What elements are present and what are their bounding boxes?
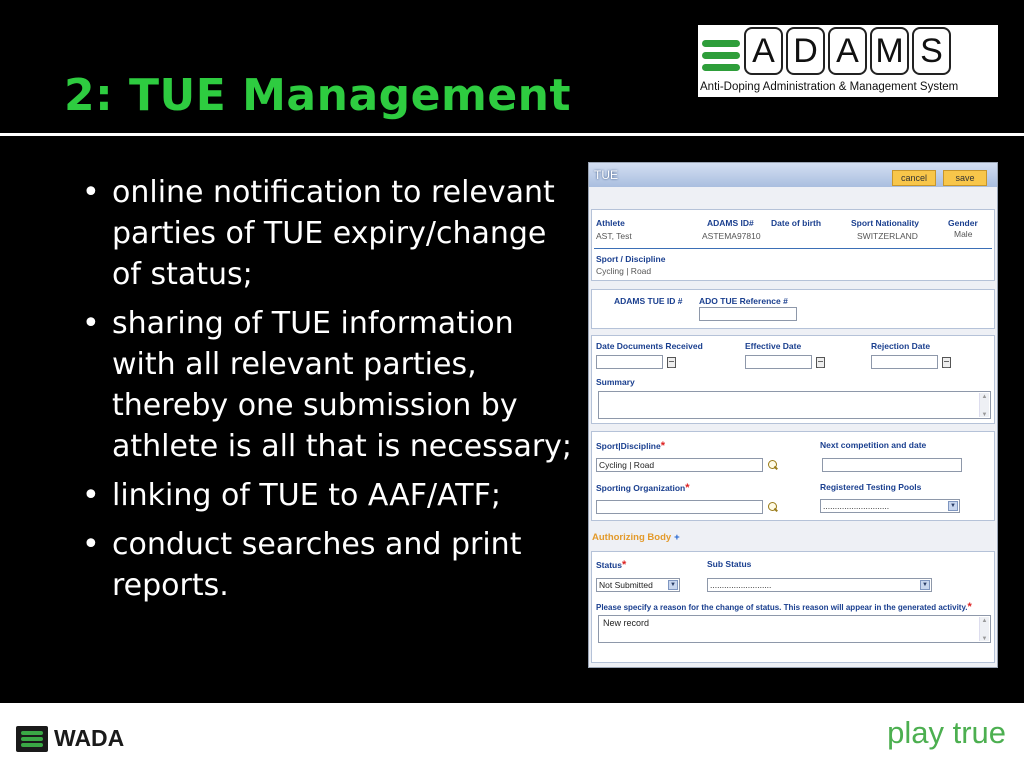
effective-label: Effective Date bbox=[745, 341, 802, 351]
status-select-value: Not Submitted bbox=[599, 580, 653, 590]
summary-label: Summary bbox=[596, 377, 635, 387]
bullet-list bbox=[82, 172, 582, 614]
authorizing-body-header bbox=[592, 532, 680, 543]
adams-id-value: ASTEMA97810 bbox=[702, 231, 761, 241]
athlete-divider bbox=[594, 248, 992, 249]
ado-ref-label: ADO TUE Reference # bbox=[699, 296, 788, 306]
dates-panel bbox=[591, 335, 995, 424]
adams-mark-icon bbox=[702, 32, 742, 78]
cancel-button[interactable]: cancel bbox=[892, 170, 936, 186]
nationality-label: Sport Nationality bbox=[851, 218, 920, 228]
dob-label: Date of birth bbox=[771, 218, 822, 228]
form-title: TUE bbox=[594, 168, 618, 182]
save-button[interactable]: save bbox=[943, 170, 987, 186]
adams-id-label: ADAMS ID# bbox=[707, 218, 754, 228]
ado-ref-input[interactable] bbox=[699, 307, 797, 321]
search-icon[interactable] bbox=[768, 502, 777, 511]
rejection-label: Rejection Date bbox=[871, 341, 931, 351]
play-true-slogan: play true bbox=[887, 715, 1006, 750]
sport-discipline-input[interactable]: Cycling | Road bbox=[596, 458, 763, 472]
adams-logo bbox=[698, 25, 998, 97]
received-label: Date Documents Received bbox=[596, 341, 703, 351]
reason-value: New record bbox=[603, 618, 650, 628]
reason-label: Please specify a reason for the change of status. This reason will appear in the generated activity.* bbox=[596, 601, 972, 613]
sporting-org-input[interactable] bbox=[596, 500, 763, 514]
chevron-down-icon[interactable]: ▼ bbox=[920, 580, 930, 590]
scrollbar[interactable]: ▲ ▼ bbox=[979, 617, 989, 641]
calendar-icon[interactable] bbox=[667, 357, 676, 368]
chevron-down-icon[interactable]: ▼ bbox=[948, 501, 958, 511]
adams-letter: A bbox=[828, 27, 867, 75]
sub-status-select[interactable] bbox=[707, 578, 932, 592]
calendar-icon[interactable] bbox=[942, 357, 951, 368]
bullet-item: • conduct searches and print reports. bbox=[82, 524, 582, 606]
search-icon[interactable] bbox=[768, 460, 777, 469]
sub-status-select-value: .......................... bbox=[710, 580, 772, 590]
bullet-item: • linking of TUE to AAF/ATF; bbox=[82, 475, 582, 516]
status-label: Status* bbox=[596, 559, 627, 571]
status-panel bbox=[591, 551, 995, 663]
next-competition-input[interactable] bbox=[822, 458, 962, 472]
rtp-select-value: ............................ bbox=[823, 501, 890, 511]
reason-textarea[interactable] bbox=[598, 615, 991, 643]
authorizing-body-label: Authorizing Body bbox=[592, 532, 672, 543]
summary-textarea[interactable] bbox=[598, 391, 991, 419]
adams-letter: S bbox=[912, 27, 951, 75]
sport-panel bbox=[591, 431, 995, 521]
effective-date-input[interactable] bbox=[745, 355, 812, 369]
received-date-input[interactable] bbox=[596, 355, 663, 369]
wada-logo bbox=[16, 725, 124, 752]
add-authorizing-body-button[interactable]: + bbox=[674, 532, 680, 543]
adams-letter: A bbox=[744, 27, 783, 75]
rtp-label: Registered Testing Pools bbox=[820, 482, 922, 492]
sub-status-label: Sub Status bbox=[707, 559, 752, 569]
sport-label: Sport / Discipline bbox=[596, 254, 666, 264]
bullet-item: • sharing of TUE information with all relevant parties, thereby one submission by athlete is all that is necessary; bbox=[82, 303, 582, 467]
title-divider bbox=[0, 133, 1024, 136]
gender-label: Gender bbox=[948, 218, 978, 228]
sport-discipline-label: Sport|Discipline* bbox=[596, 440, 666, 452]
tue-form-screenshot bbox=[588, 162, 998, 668]
reference-panel bbox=[591, 289, 995, 329]
adams-tagline: Anti-Doping Administration & Management System bbox=[700, 81, 959, 93]
scrollbar[interactable]: ▲ ▼ bbox=[979, 393, 989, 417]
tue-id-label: ADAMS TUE ID # bbox=[614, 296, 683, 306]
nationality-value: SWITZERLAND bbox=[857, 231, 918, 241]
adams-letter: D bbox=[786, 27, 825, 75]
sport-value: Cycling | Road bbox=[596, 266, 652, 276]
status-select[interactable] bbox=[596, 578, 680, 592]
footer bbox=[0, 703, 1024, 768]
adams-letter: M bbox=[870, 27, 909, 75]
athlete-value: AST, Test bbox=[596, 231, 632, 241]
athlete-panel bbox=[591, 209, 995, 281]
rtp-select[interactable] bbox=[820, 499, 960, 513]
calendar-icon[interactable] bbox=[816, 357, 825, 368]
chevron-down-icon[interactable]: ▼ bbox=[668, 580, 678, 590]
rejection-date-input[interactable] bbox=[871, 355, 938, 369]
wada-mark-icon bbox=[16, 726, 48, 752]
athlete-label: Athlete bbox=[596, 218, 625, 228]
wada-wordmark: WADA bbox=[54, 725, 125, 751]
next-competition-label: Next competition and date bbox=[820, 440, 927, 450]
sporting-org-label: Sporting Organization* bbox=[596, 482, 690, 494]
form-header bbox=[589, 163, 997, 187]
gender-value: Male bbox=[954, 229, 973, 239]
slide-title: 2: TUE Management bbox=[64, 70, 572, 121]
bullet-item: • online notification to relevant parties of TUE expiry/change of status; bbox=[82, 172, 582, 295]
